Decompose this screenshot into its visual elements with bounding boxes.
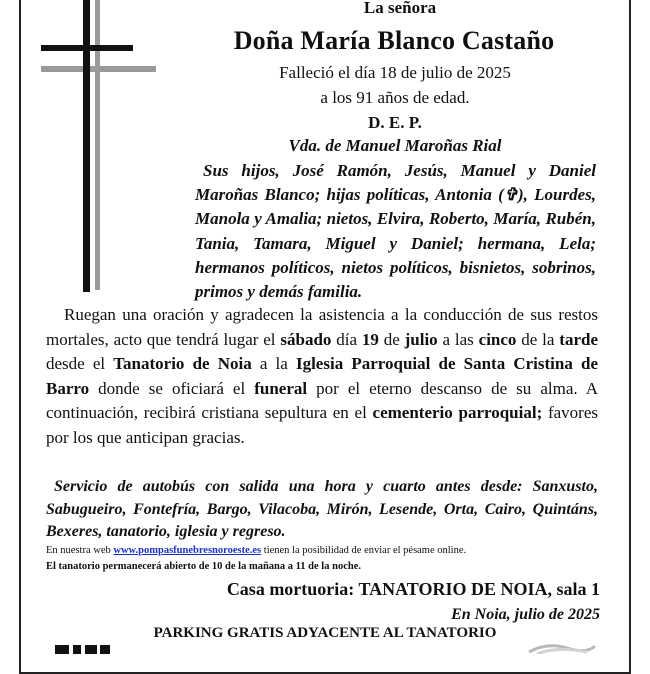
funeral-home: Casa mortuoria: TANATORIO DE NOIA, sala 1 (226, 579, 600, 599)
web-note (46, 545, 606, 556)
ceremony-text: a la (251, 354, 296, 374)
ceremony-text: a las (437, 329, 479, 349)
logo-right-icon (527, 640, 597, 654)
ceremony-text: Ruegan una oración y agradecen la asistencia a la conducción de sus restos mortales, acto que tendrá lugar el (46, 305, 598, 349)
pre-title: La señora (363, 0, 437, 17)
website-link[interactable]: www.pompasfunebresnoroeste.es (113, 545, 262, 556)
place-date: En Noia, julio de 2025 (451, 606, 600, 623)
ceremony-text: donde se oficiará el (89, 378, 255, 398)
family-list: Sus hijos, José Ramón, Jesús, Manuel y Daniel Maroñas Blanco; hijas políticas, Antonia (✞), Lourdes, Manola y Amalia; nietos, Elvira, Roberto, María, Rubén, Tania, Tamara, Miguel y Daniel; hermana, Lela; hermanos políticos, nietos políticos, bisnietos, sobrinos, primos y demás familia. (195, 161, 596, 302)
ceremony-text: de (378, 329, 405, 349)
ceremony-daypart: tarde (559, 329, 598, 349)
ceremony-text: por el eterno descanso de su alma. A continuación, recibirá cristiana sepultura en el (46, 378, 598, 423)
parking-note: PARKING GRATIS ADYACENTE AL TANATORIO (153, 625, 497, 641)
cross-black-horizontal (41, 45, 133, 51)
rip-line: D. E. P. (368, 113, 422, 132)
ceremony-day: sábado (280, 329, 332, 349)
ceremony-church: Iglesia Parroquial de Santa Cristina de Barro (46, 354, 598, 398)
ceremony-month: julio (404, 329, 438, 349)
web-note-suffix: tienen la posibilidad de enviar el pésame online. (261, 545, 467, 556)
ceremony-date-number: 19 (361, 329, 379, 349)
death-date: Falleció el día 18 de julio de 2025 (279, 63, 511, 82)
ceremony-text: día (331, 329, 362, 349)
ceremony-text: desde el (46, 354, 114, 374)
cross-black-vertical (83, 0, 90, 292)
cross-gray-horizontal (41, 66, 156, 72)
ceremony-funeral: funeral (254, 378, 308, 398)
deceased-name: Doña María Blanco Castaño (233, 26, 555, 55)
logo-left-icon (55, 644, 110, 654)
web-note-prefix: En nuestra web (46, 545, 114, 556)
ceremony-hour: cinco (478, 329, 517, 349)
widow-line: Vda. de Manuel Maroñas Rial (288, 136, 502, 155)
ceremony-origin: Tanatorio de Noia (113, 354, 252, 374)
ceremony-cemetery: cementerio parroquial; (372, 403, 543, 423)
ceremony-paragraph (46, 303, 598, 451)
opening-hours: El tanatorio permanecerá abierto de 10 de la mañana a 11 de la noche. (46, 561, 361, 572)
ceremony-text: favores por los que anticipan gracias. (46, 403, 599, 447)
age-line: a los 91 años de edad. (320, 88, 470, 107)
cross-gray-vertical (95, 0, 100, 290)
ceremony-text: de la (516, 329, 560, 349)
bus-service: Servicio de autobús con salida una hora y cuarto antes desde: Sanxusto, Sabugueiro, Fontefría, Bargo, Vilacoba, Mirón, Lesende, Orta, Cairo, Quintáns, Bexeres, tanatorio, iglesia y regreso. (46, 478, 598, 540)
